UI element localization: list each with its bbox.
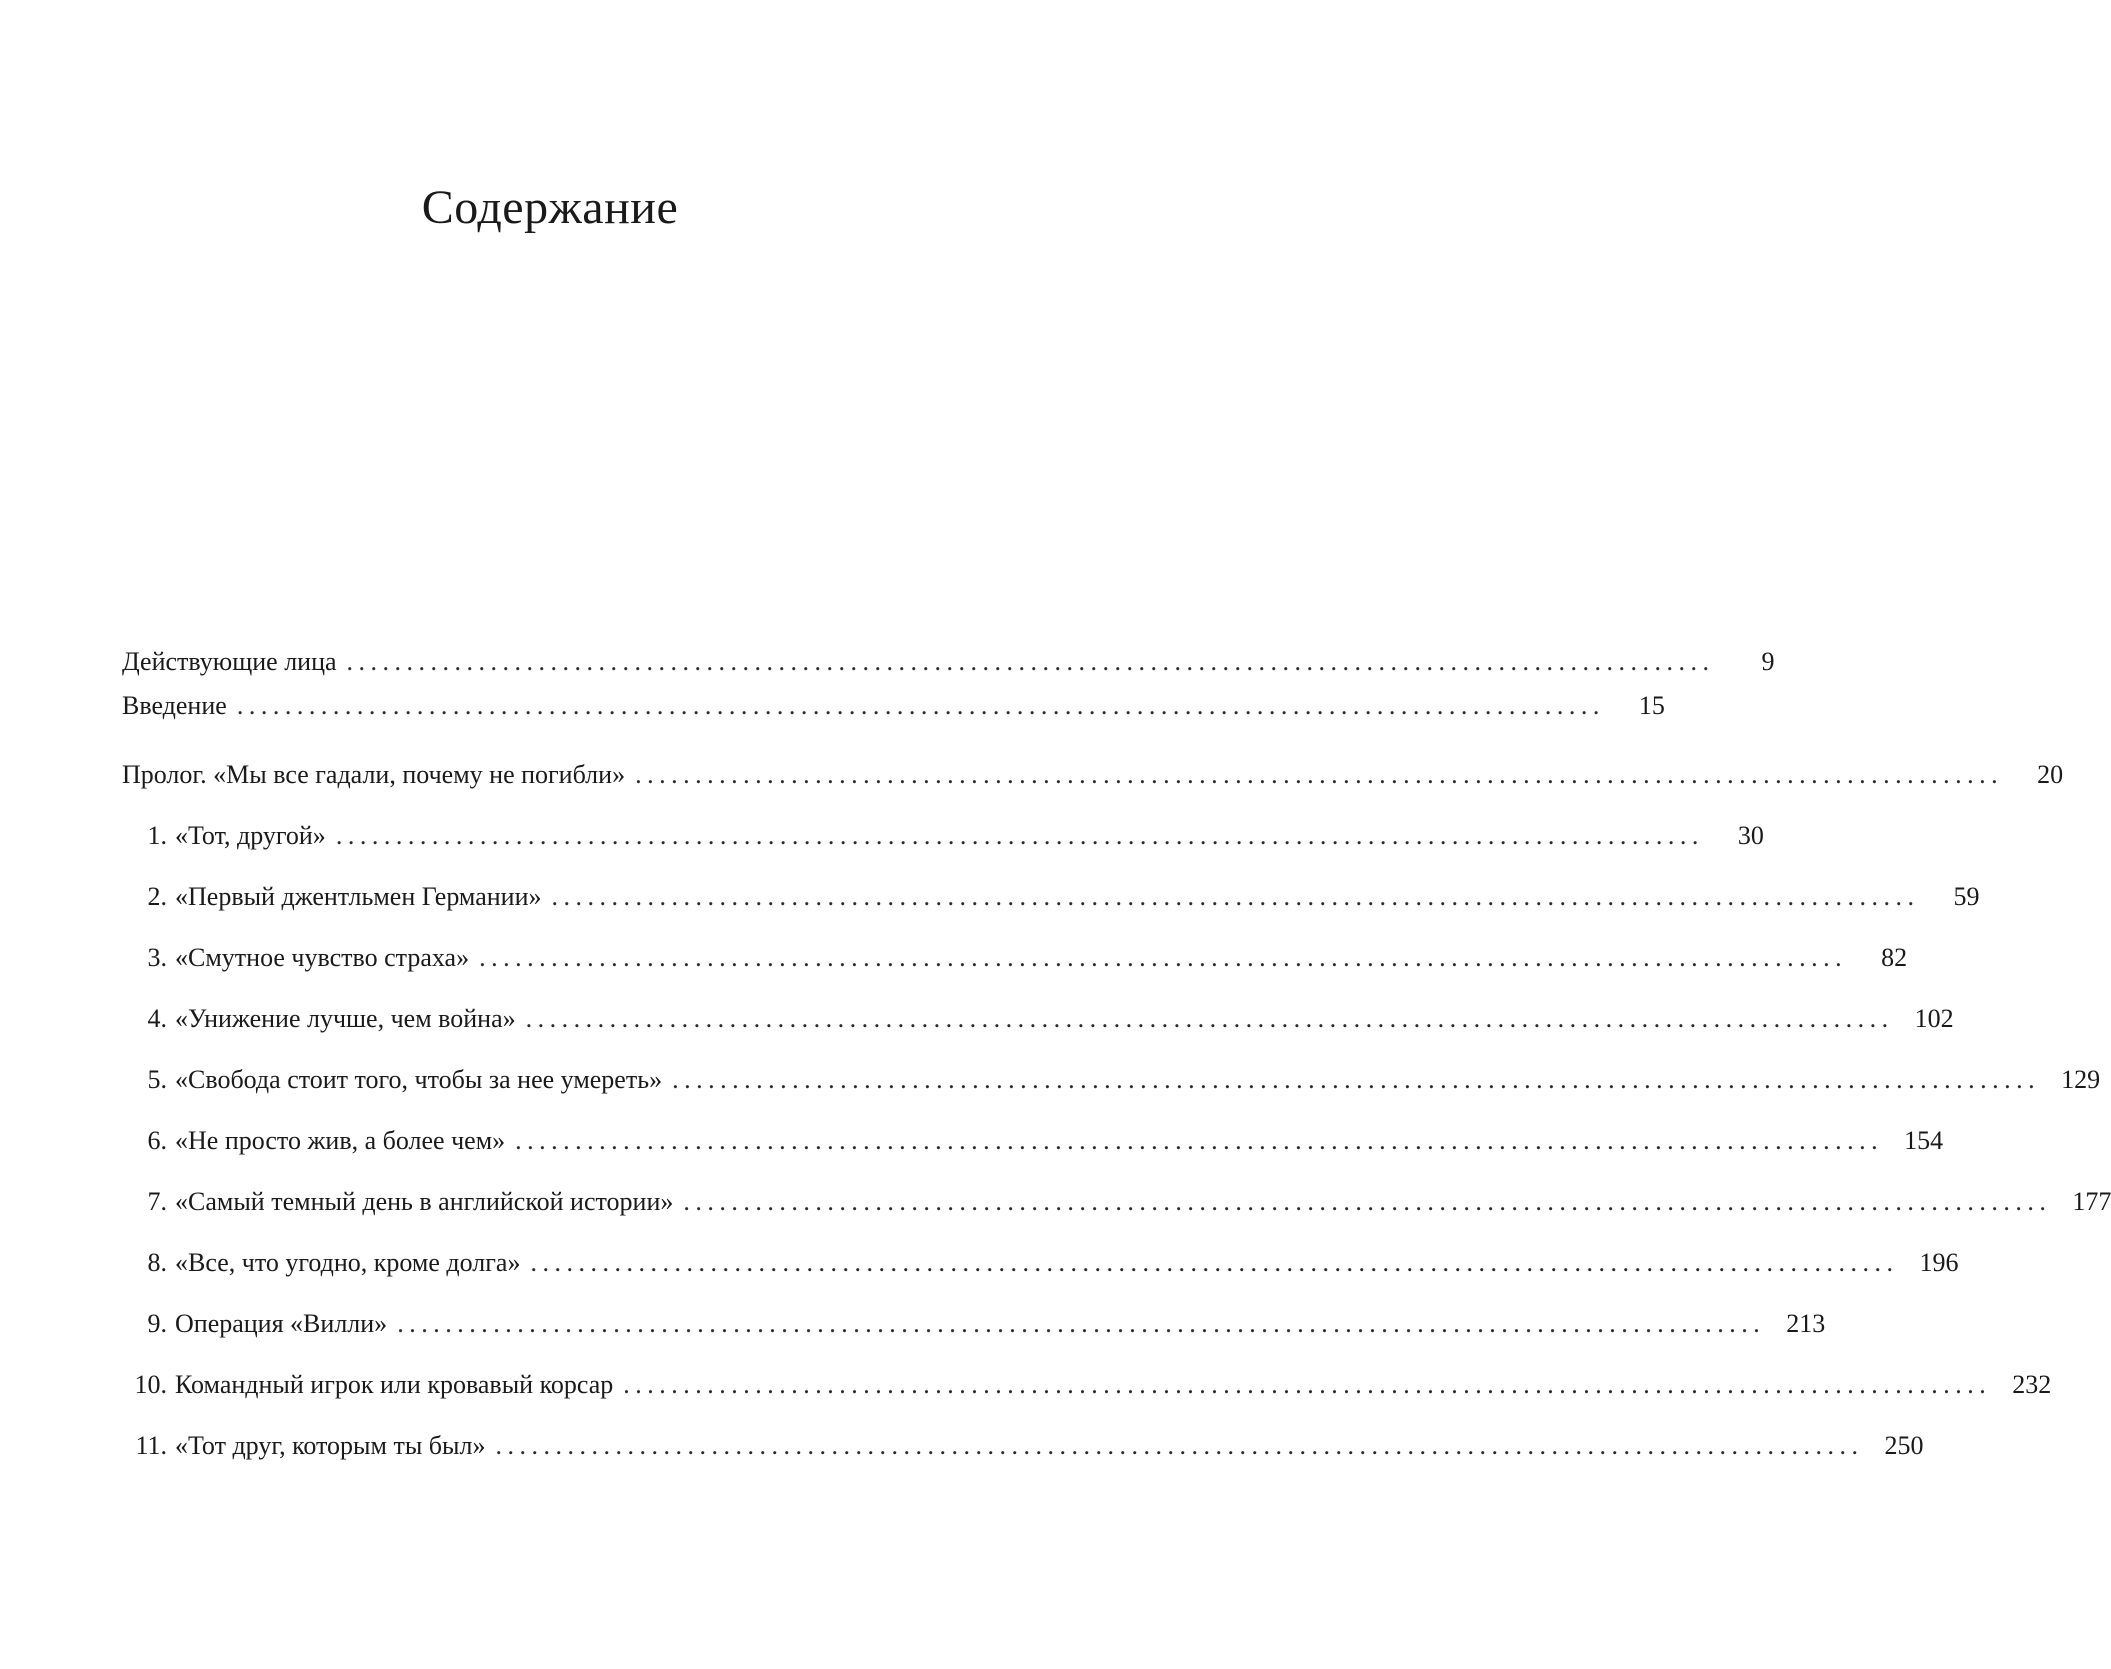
toc-entry-title: «Не просто жив, а более чем» bbox=[175, 1126, 506, 1155]
toc-entry-title: «Тот, другой» bbox=[175, 821, 326, 850]
toc-chapter-number: 11. bbox=[135, 1431, 167, 1460]
toc-page-number: 102 bbox=[1914, 1004, 1954, 1033]
toc-leader-dots: .................................................................................................................. bbox=[346, 647, 1715, 676]
toc-chapter-number: 1. bbox=[147, 821, 167, 850]
toc-page-number: 232 bbox=[2012, 1370, 2052, 1399]
toc-page-number: 15 bbox=[1638, 691, 1665, 720]
toc-entry-title: Введение bbox=[122, 691, 227, 720]
toc-entry-chapter-10[interactable] bbox=[122, 1365, 2052, 1405]
toc-entry-title: «Свобода стоит того, чтобы за нее умереть» bbox=[175, 1065, 663, 1094]
toc-leader-dots: .................................................................................................................. bbox=[530, 1248, 1899, 1277]
toc-entry-chapter-3[interactable] bbox=[122, 938, 1908, 978]
toc-page-number: 177 bbox=[2072, 1187, 2111, 1216]
toc-entry-chapter-11[interactable] bbox=[122, 1426, 1924, 1466]
toc-entry-prologue[interactable] bbox=[122, 755, 2064, 795]
toc-entry-introduction[interactable] bbox=[122, 686, 1665, 726]
toc-entry-title: Командный игрок или кровавый корсар bbox=[175, 1370, 614, 1399]
toc-entry-title: «Самый темный день в английской истории» bbox=[175, 1187, 674, 1216]
toc-entry-title: Операция «Вилли» bbox=[175, 1309, 388, 1338]
toc-entry-chapter-2[interactable] bbox=[122, 877, 1980, 917]
toc-entry-title: Пролог. «Мы все гадали, почему не погибли» bbox=[122, 760, 626, 789]
toc-chapter-number: 8. bbox=[147, 1248, 167, 1277]
toc-entry-chapter-5[interactable] bbox=[122, 1060, 2101, 1100]
toc-leader-dots: .................................................................................................................. bbox=[525, 1004, 1894, 1033]
toc-page-number: 20 bbox=[2037, 760, 2064, 789]
toc-leader-dots: .................................................................................................................. bbox=[397, 1309, 1766, 1338]
toc-leader-dots: .................................................................................................................. bbox=[683, 1187, 2052, 1216]
toc-chapter-number: 3. bbox=[147, 943, 167, 972]
toc-leader-dots: .................................................................................................................. bbox=[672, 1065, 2041, 1094]
toc-chapter-number: 7. bbox=[147, 1187, 167, 1216]
toc-chapter-number: 5. bbox=[147, 1065, 167, 1094]
toc-entry-chapter-9[interactable] bbox=[122, 1304, 1826, 1344]
toc-entry-chapter-8[interactable] bbox=[122, 1243, 1959, 1283]
toc-chapter-number: 2. bbox=[147, 882, 167, 911]
toc-entry-title: «Смутное чувство страха» bbox=[175, 943, 470, 972]
toc-chapter-number: 9. bbox=[147, 1309, 167, 1338]
toc-page-number: 196 bbox=[1919, 1248, 1959, 1277]
toc-leader-dots: .................................................................................................................. bbox=[635, 760, 2004, 789]
toc-leader-dots: .................................................................................................................. bbox=[335, 821, 1704, 850]
toc-page-number: 30 bbox=[1737, 821, 1764, 850]
toc-chapter-number: 4. bbox=[147, 1004, 167, 1033]
toc-page-number: 82 bbox=[1881, 943, 1908, 972]
toc-chapter-number: 6. bbox=[147, 1126, 167, 1155]
toc-page-number: 250 bbox=[1884, 1431, 1924, 1460]
toc-entry-title: «Все, что угодно, кроме долга» bbox=[175, 1248, 521, 1277]
toc-page-number: 154 bbox=[1904, 1126, 1944, 1155]
toc-entry-chapter-1[interactable] bbox=[122, 816, 1764, 856]
toc-entry-chapter-6[interactable] bbox=[122, 1121, 1944, 1161]
toc-entry-title: «Унижение лучше, чем война» bbox=[175, 1004, 516, 1033]
toc-leader-dots: .................................................................................................................. bbox=[623, 1370, 1992, 1399]
page-title: Содержание bbox=[421, 181, 679, 234]
toc-leader-dots: .................................................................................................................. bbox=[236, 691, 1605, 720]
toc-leader-dots: .................................................................................................................. bbox=[551, 882, 1920, 911]
toc-entry-title: Действующие лица bbox=[122, 647, 337, 676]
toc-entry-dramatis-personae[interactable] bbox=[122, 642, 1775, 682]
toc-entry-chapter-7[interactable] bbox=[122, 1182, 2111, 1222]
toc-leader-dots: .................................................................................................................. bbox=[515, 1126, 1884, 1155]
toc-page-number: 213 bbox=[1786, 1309, 1826, 1338]
toc-leader-dots: .................................................................................................................. bbox=[479, 943, 1848, 972]
toc-page-number: 129 bbox=[2061, 1065, 2101, 1094]
toc-page-number: 59 bbox=[1953, 882, 1980, 911]
toc-entry-chapter-4[interactable] bbox=[122, 999, 1954, 1039]
toc-entry-title: «Тот друг, которым ты был» bbox=[175, 1431, 486, 1460]
toc-entry-title: «Первый джентльмен Германии» bbox=[175, 882, 542, 911]
toc-page-number: 9 bbox=[1761, 647, 1775, 676]
toc-leader-dots: .................................................................................................................. bbox=[495, 1431, 1864, 1460]
toc-chapter-number: 10. bbox=[134, 1370, 167, 1399]
